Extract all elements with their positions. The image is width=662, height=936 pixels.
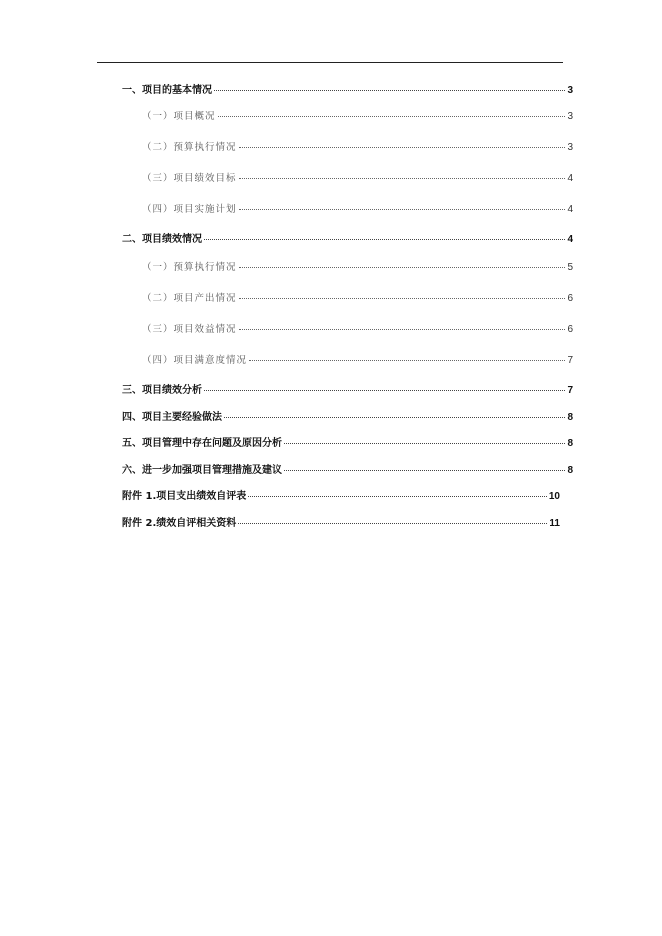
toc-page-number: 11 [549,518,560,529]
toc-entry-appendix-2[interactable] [122,517,560,531]
toc-dot-leader [239,209,566,210]
toc-entry-title: 一、项目的基本情况 [122,85,212,96]
toc-page-number: 6 [567,324,573,335]
toc-page-number: 8 [567,438,573,449]
toc-entry-title: 四、项目主要经验做法 [122,412,222,423]
toc-entry-section-6[interactable] [122,464,573,478]
toc-dot-leader [224,417,565,418]
toc-dot-leader [204,239,565,240]
toc-entry-section-2[interactable] [122,233,573,247]
toc-page-number: 7 [567,385,573,396]
toc-dot-leader [239,267,566,268]
toc-dot-leader [284,470,565,471]
toc-page-number: 5 [567,262,573,273]
toc-entry-title: 三、项目绩效分析 [122,385,202,396]
toc-entry-title: 附件 1.项目支出绩效自评表 [122,491,247,502]
toc-page-number: 3 [567,111,573,122]
toc-dot-leader [248,496,547,497]
toc-entry-section-1-3[interactable] [142,172,573,186]
toc-page-number: 8 [567,465,573,476]
toc-entry-title: 二、项目绩效情况 [122,234,202,245]
toc-entry-title: （二）预算执行情况 [142,142,237,153]
toc-entry-title: 附件 2.绩效自评相关资料 [122,518,237,529]
toc-entry-section-1-1[interactable] [142,110,573,124]
toc-page-number: 4 [567,204,573,215]
toc-entry-section-1-4[interactable] [142,203,573,217]
toc-dot-leader [284,443,565,444]
toc-entry-section-3[interactable] [122,384,573,398]
toc-entry-section-2-3[interactable] [142,323,573,337]
toc-page-number: 7 [567,355,573,366]
toc-entry-title: 五、项目管理中存在问题及原因分析 [122,438,282,449]
toc-dot-leader [218,116,566,117]
toc-dot-leader [239,329,566,330]
toc-dot-leader [239,147,566,148]
toc-entry-title: （一）预算执行情况 [142,262,237,273]
toc-entry-section-4[interactable] [122,411,573,425]
toc-dot-leader [204,390,565,391]
toc-dot-leader [214,90,565,91]
toc-entry-title: （一）项目概况 [142,111,216,122]
toc-dot-leader [239,298,566,299]
toc-entry-title: （四）项目满意度情况 [142,355,248,366]
toc-dot-leader [238,523,547,524]
toc-dot-leader [249,360,565,361]
toc-entry-title: （四）项目实施计划 [142,204,237,215]
toc-entry-title: （三）项目绩效目标 [142,173,237,184]
toc-page-number: 3 [567,142,573,153]
toc-entry-section-5[interactable] [122,437,573,451]
toc-entry-title: 六、进一步加强项目管理措施及建议 [122,465,282,476]
toc-entry-section-2-4[interactable] [142,354,573,368]
toc-page-number: 3 [567,85,573,96]
toc-page-number: 6 [567,293,573,304]
toc-entry-section-2-2[interactable] [142,292,573,306]
toc-entry-section-1[interactable] [122,84,573,98]
toc-entry-title: （三）项目效益情况 [142,324,237,335]
header-rule [97,62,563,63]
toc-entry-section-2-1[interactable] [142,261,573,275]
toc-dot-leader [239,178,566,179]
toc-page-number: 4 [567,234,573,245]
toc-page-number: 10 [548,491,560,502]
toc-entry-section-1-2[interactable] [142,141,573,155]
toc-entry-appendix-1[interactable] [122,490,560,504]
toc-entry-title: （二）项目产出情况 [142,293,237,304]
toc-page-number: 4 [567,173,573,184]
toc-page-number: 8 [567,412,573,423]
